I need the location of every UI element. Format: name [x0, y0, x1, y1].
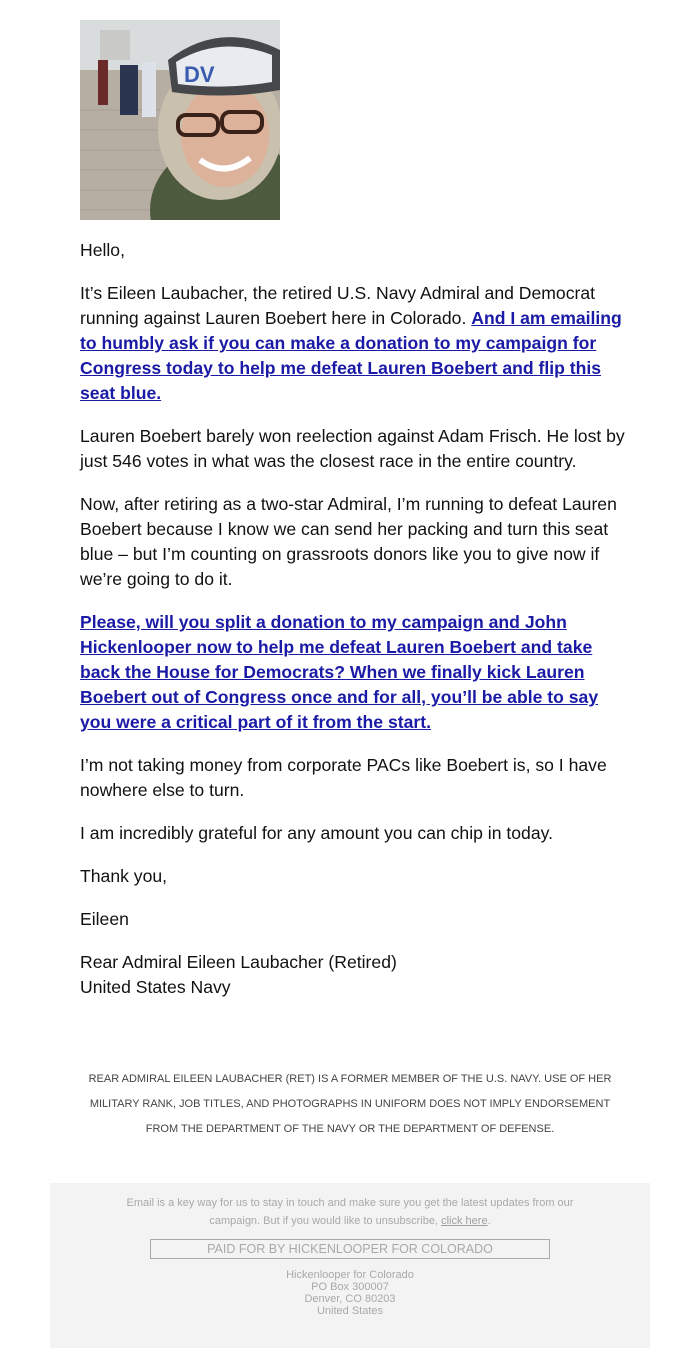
unsubscribe-text: Email is a key way for us to stay in touch and make sure you get the latest updates from our campaign. But if you would like to unsubscribe, — [126, 1197, 574, 1227]
signature-org: United States Navy — [80, 977, 231, 997]
paragraph-grateful: I am incredibly grateful for any amount you can chip in today. — [80, 823, 554, 843]
greeting: Hello, — [80, 240, 125, 260]
email-footer — [50, 1183, 650, 1348]
military-disclaimer: REAR ADMIRAL EILEEN LAUBACHER (RET) IS A FORMER MEMBER OF THE U.S. NAVY. USE OF HER MILITARY RANK, JOB TITLES, AND PHOTOGRAPHS IN UNIFORM DOES NOT IMPLY ENDORSEMENT FROM THE DEPARTMENT OF THE NAVY OR THE DEPARTMENT OF DEFENSE. — [88, 1073, 612, 1135]
svg-text:DV: DV — [184, 62, 215, 87]
paragraph-race: Lauren Boebert barely won reelection against Adam Frisch. He lost by just 546 votes in what was the closest race in the entire country. — [80, 426, 625, 471]
address-line-1: Hickenlooper for Colorado — [286, 1269, 414, 1281]
paragraph-intro — [80, 281, 625, 406]
signature-name: Eileen — [80, 909, 129, 929]
paragraph-pacs: I’m not taking money from corporate PACs like Boebert is, so I have nowhere else to turn. — [80, 755, 607, 800]
paragraph-ask — [80, 610, 625, 735]
address-line-3: Denver, CO 80203 — [304, 1293, 396, 1305]
address-line-2: PO Box 300007 — [311, 1281, 389, 1293]
mailing-address — [50, 1269, 650, 1317]
address-line-4: United States — [316, 1305, 384, 1317]
unsubscribe-suffix: . — [487, 1215, 491, 1227]
signature-title: Rear Admiral Eileen Laubacher (Retired) — [80, 952, 397, 972]
email-body — [80, 20, 625, 1000]
unsubscribe-link[interactable]: click here — [441, 1215, 488, 1227]
paragraph-intro-text: It’s Eileen Laubacher, the retired U.S. Navy Admiral and Democrat running against Lauren Boebert here in Colorado. — [80, 283, 596, 328]
donate-link-2[interactable]: Please, will you split a donation to my campaign and John Hickenlooper now to help me defeat Lauren Boebert and take back the House for Democrats? When we finally kick Lauren Boebert out of Congress once and for all, you’ll be able to say you were a critical part of it from the start. — [80, 612, 599, 732]
candidate-photo-illustration — [80, 20, 280, 220]
paragraph-running: Now, after retiring as a two-star Admiral, I’m running to defeat Lauren Boebert because I know we can send her packing and turn this seat blue – but I’m counting on grassroots donors like you to give now if we’re going to do it. — [80, 494, 617, 589]
paid-for-disclaimer: PAID FOR BY HICKENLOOPER FOR COLORADO — [150, 1239, 550, 1259]
unsubscribe-notice — [110, 1194, 590, 1230]
candidate-photo — [80, 20, 280, 220]
closing: Thank you, — [80, 866, 168, 886]
donate-link-1[interactable]: And I am emailing to humbly ask if you can make a donation to my campaign for Congress today to help me defeat Lauren Boebert and flip this seat blue. — [80, 308, 622, 403]
